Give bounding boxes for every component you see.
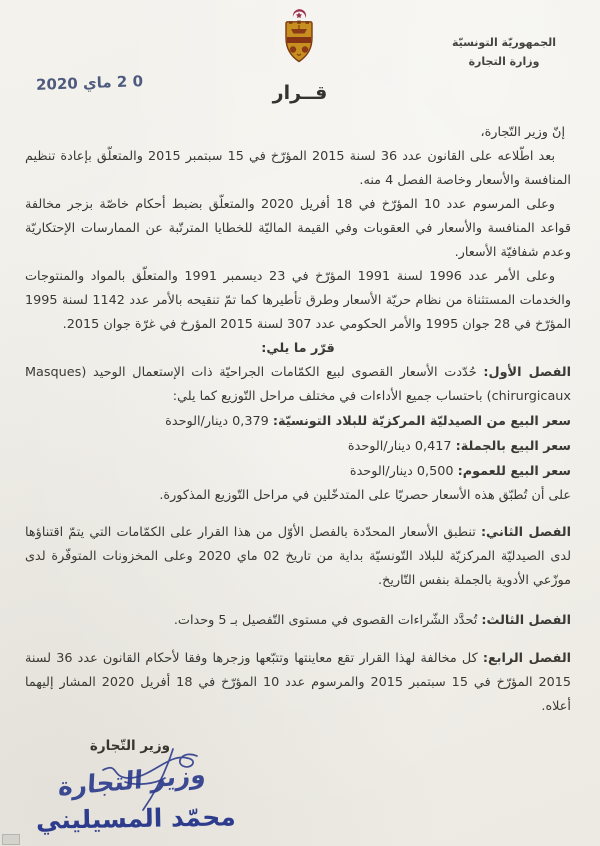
article-4-label: الفصل الرابع: bbox=[482, 651, 572, 666]
price-label: سعر البيع للعموم: bbox=[457, 464, 571, 479]
preamble-paragraph-1: بعد اطّلاعه على القانون عدد 36 لسنة 2015 المؤرّخ في 15 سبتمبر 2015 والمتعلّق بإعادة تنظيم المنافسة والأسعار وخاصة الفصل 4 منه. bbox=[25, 149, 571, 188]
document-title: قــرار bbox=[272, 82, 328, 104]
letterhead-republic: الجمهوريّة التونسيّة bbox=[451, 36, 557, 49]
article-3 bbox=[25, 609, 571, 633]
signature-block bbox=[30, 738, 280, 846]
prices-note: على أن تُطبّق هذه الأسعار حصريّا على المتدخّلين في مراحل التّوزيع المذكورة. bbox=[159, 488, 571, 503]
article-1 bbox=[25, 361, 571, 409]
price-line-public bbox=[25, 459, 571, 484]
price-label: سعر البيع بالجملة: bbox=[455, 439, 571, 454]
preamble-paragraph-2: وعلى المرسوم عدد 10 المؤرّخ في 18 أفريل 2020 والمتعلّق بضبط أحكام خاصّة بزجر مخالفة قواعد المنافسة والأسعار في العقوبات وفي القيمة الماليّة للخطايا المترتّبة عن الممارسات الإحتكاريّة وعدم شفافيّة الأسعار. bbox=[25, 197, 571, 260]
letterhead bbox=[424, 33, 584, 71]
article-3-text: تُحدَّد الشّراءات القصوى في مستوى التّفصيل بـ 5 وحدات. bbox=[173, 613, 478, 628]
article-1-label: الفصل الأول: bbox=[483, 365, 571, 380]
article-2-label: الفصل الثاني: bbox=[480, 525, 571, 540]
letterhead-ministry: وزارة التجارة bbox=[468, 55, 540, 68]
article-4 bbox=[25, 647, 571, 719]
article-2-text: تنطبق الأسعار المحدّدة بالفصل الأوّل من هذا القرار على الكمّامات التي يتمّ اقتناؤها لدى الصيدليّة المركزيّة للبلاد التّونسيّة بداية من تاريخ 02 ماي 2020 وعلى المخزونات المتوفّرة لدى موزّعي الأدوية بالجملة بنفس التّاريخ. bbox=[25, 525, 571, 588]
price-line-wholesale bbox=[25, 434, 571, 459]
article-2 bbox=[25, 521, 571, 593]
article-1-text: حُدّدت الأسعار القصوى لبيع الكمّامات الجراحيّة ذات الإستعمال الوحيد (Masques chirurgicaux) باحتساب جميع الأداءات في مختلف مراحل التّوزيع كما يلي: bbox=[25, 365, 571, 404]
opening-line: إنّ وزير التّجارة، bbox=[480, 125, 565, 140]
price-value: 0,417 دينار/الوحدة bbox=[347, 439, 452, 454]
signature-printed-title: وزير التّجارة bbox=[89, 738, 170, 754]
signature-handwritten-title: وزير التجارة bbox=[57, 759, 207, 802]
price-label: سعر البيع من الصيدليّة المركزيّة للبلاد التونسيّة: bbox=[272, 414, 571, 429]
article-4-text: كل مخالفة لهذا القرار تقع معاينتها وتتبّعها وزجرها وفقا لأحكام القانون عدد 36 لسنة 2015 المؤرّخ في 15 سبتمبر 2015 والمرسوم عدد 10 المؤرّخ في 18 أفريل 2020 المشار إليهما أعلاه. bbox=[25, 651, 572, 714]
tunisia-coat-of-arms-icon bbox=[280, 8, 318, 66]
scan-artifact bbox=[2, 834, 20, 845]
price-line-central-pharmacy bbox=[25, 409, 571, 434]
price-value: 0,379 دينار/الوحدة bbox=[165, 414, 269, 429]
preamble-paragraph-3: وعلى الأمر عدد 1996 لسنة 1991 المؤرّخ في 23 ديسمبر 1991 والمتعلّق بالمواد والمنتوجات والخدمات المستثناة من نظام حريّة الأسعار وطرق تأطيرها كما تمّ تنقيحه بالأمر عدد 1142 لسنة 1995 المؤرّخ في 28 جوان 1995 والأمر الحكومي عدد 307 لسنة 2015 المؤرخ في غرّة جوان 2015. bbox=[25, 269, 571, 332]
decree-body bbox=[25, 121, 571, 719]
date-stamp: 0 2 ماي 2020 bbox=[35, 72, 144, 94]
article-3-label: الفصل الثالث: bbox=[481, 613, 571, 628]
signature-handwritten-name: محمّد المسيليني bbox=[35, 802, 236, 835]
price-value: 0,500 دينار/الوحدة bbox=[349, 464, 454, 479]
decision-heading: قرّر ما يلي: bbox=[261, 341, 335, 356]
